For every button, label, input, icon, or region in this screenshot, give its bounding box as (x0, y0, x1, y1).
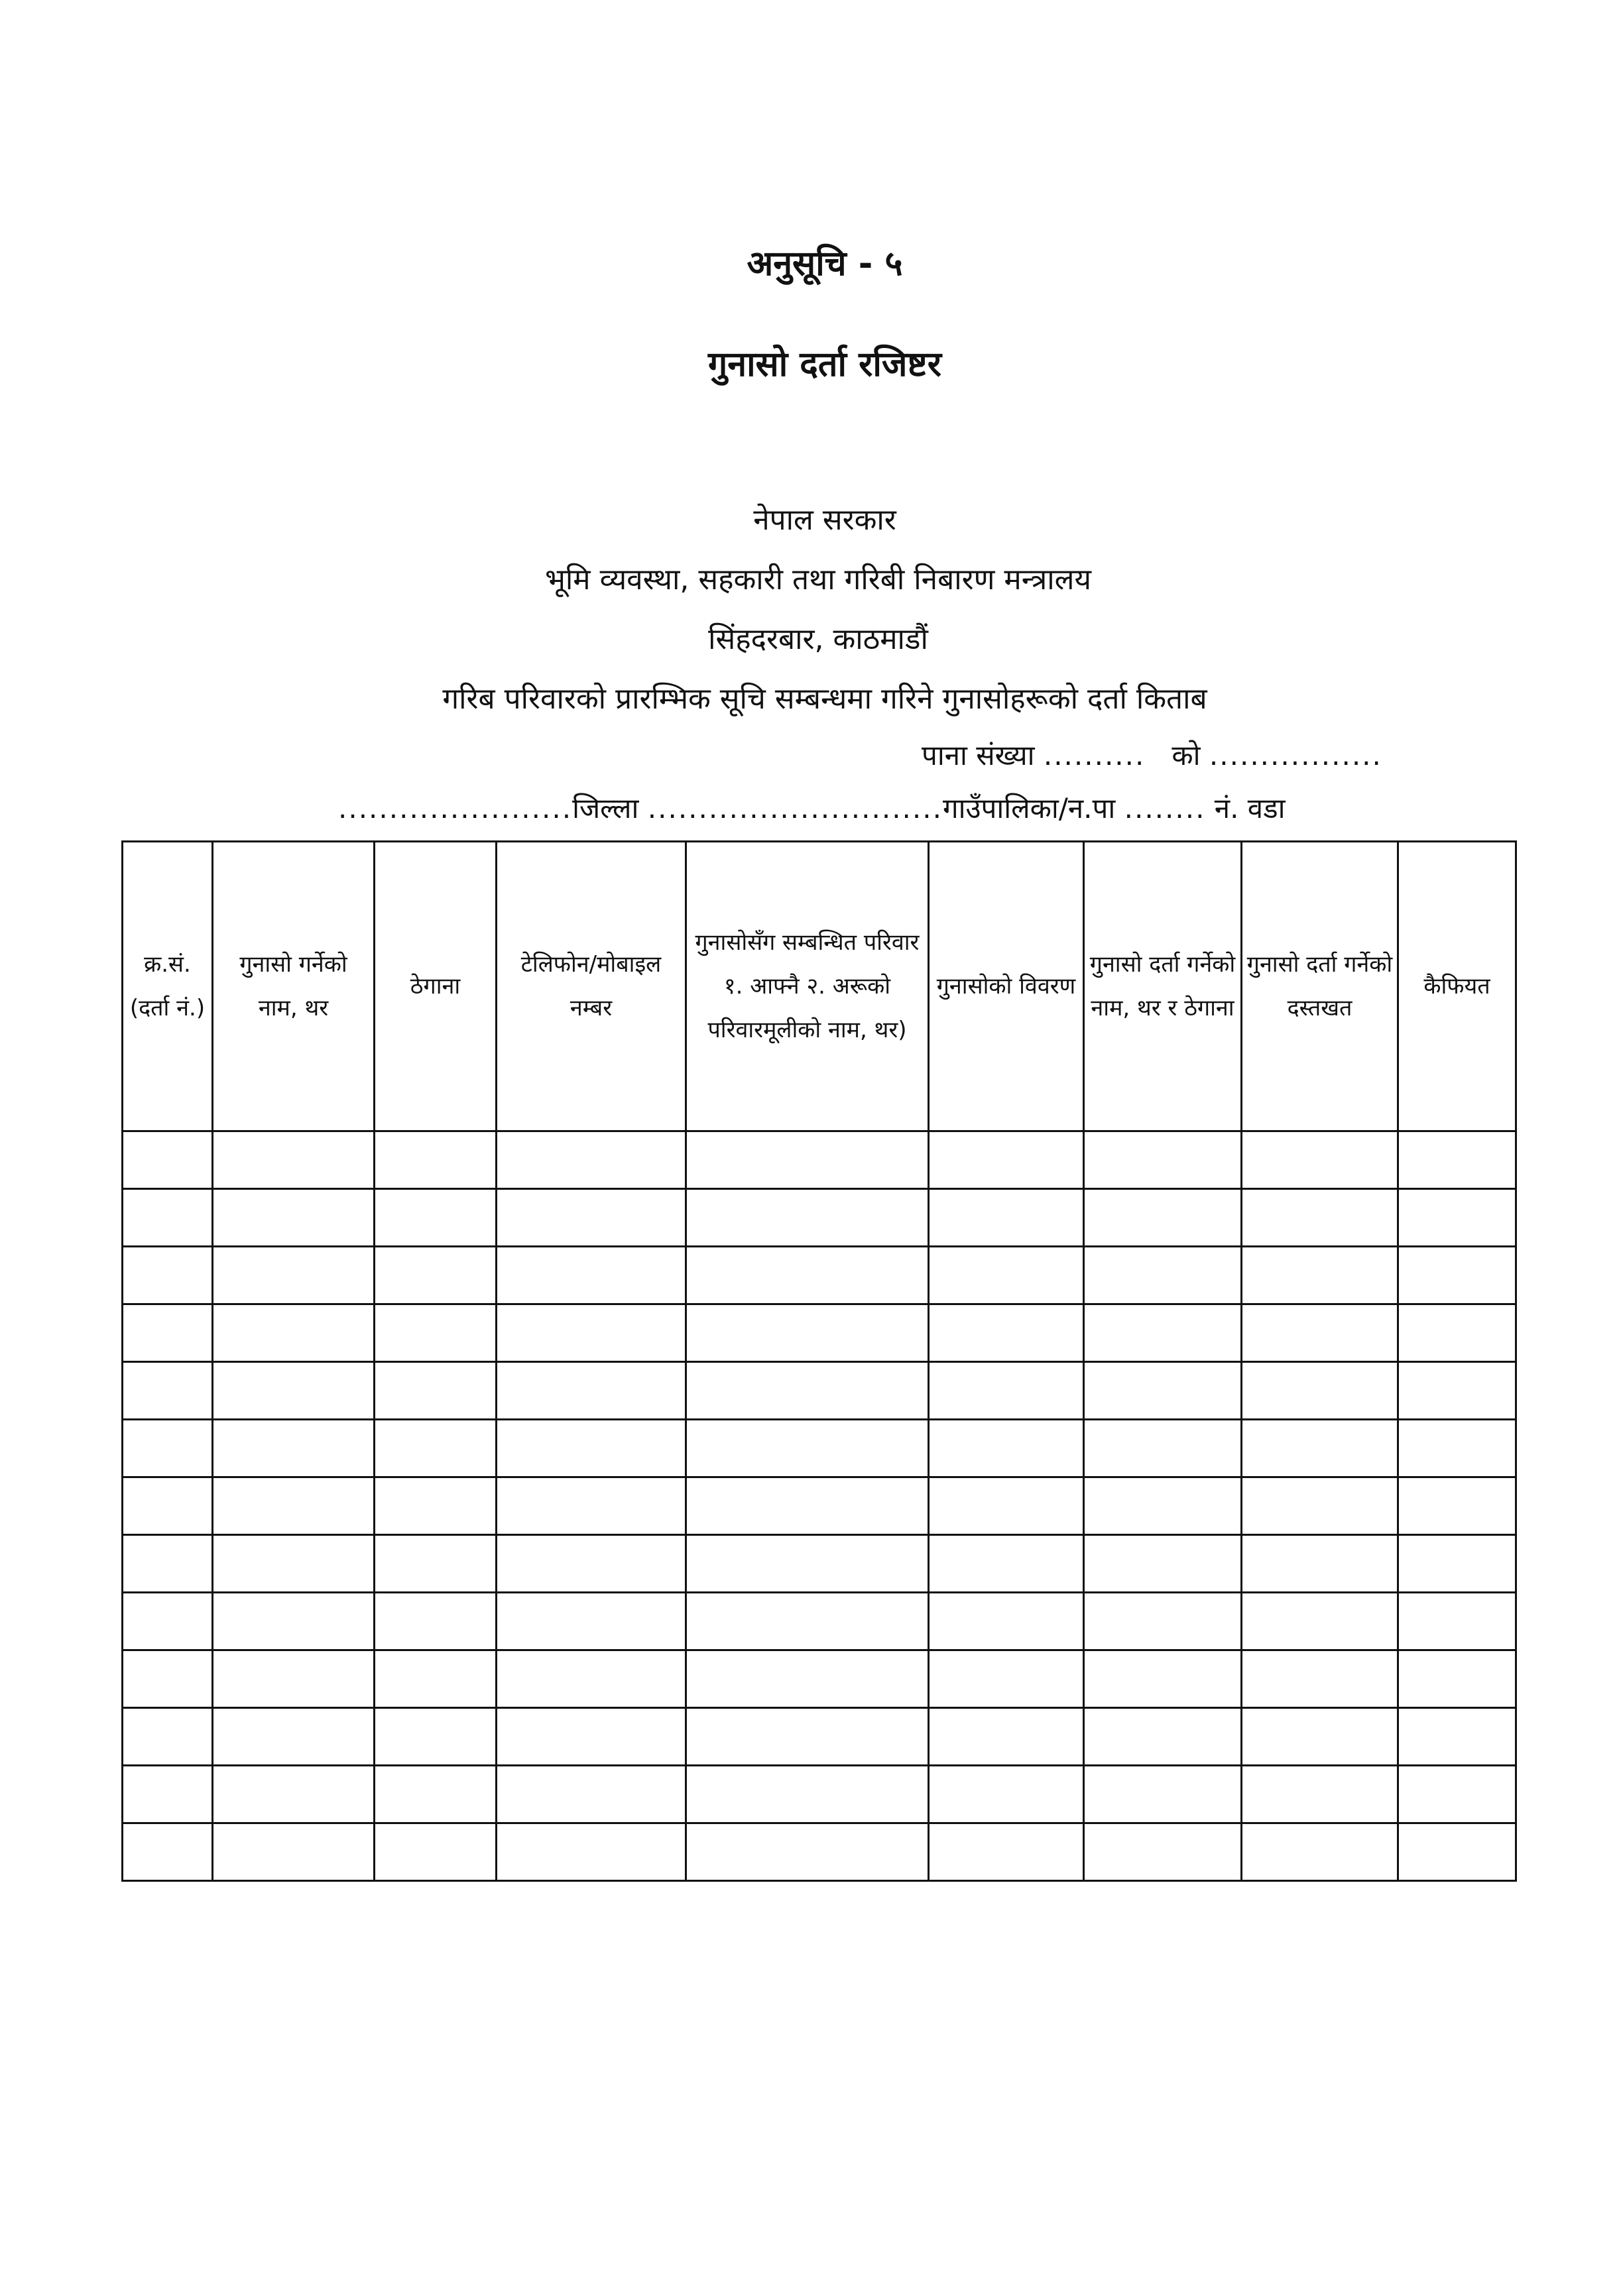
table-cell[interactable] (1242, 1823, 1398, 1881)
table-cell[interactable] (375, 1247, 497, 1304)
table-row (123, 1823, 1516, 1881)
table-cell[interactable] (686, 1766, 929, 1823)
column-header-registrar-name (1084, 842, 1242, 1131)
header-label: गुनासो दर्ता गर्नेको नाम, थर र ठेगाना (1089, 951, 1236, 1021)
table-cell[interactable] (686, 1535, 929, 1593)
table-cell[interactable] (1084, 1650, 1242, 1708)
table-cell[interactable] (1398, 1362, 1516, 1420)
page-number-blank: .......... (1043, 739, 1146, 772)
table-cell[interactable] (375, 1823, 497, 1881)
table-cell[interactable] (1084, 1477, 1242, 1535)
table-cell[interactable] (213, 1304, 375, 1362)
column-header-remarks (1398, 842, 1516, 1131)
table-cell[interactable] (123, 1477, 213, 1535)
table-cell[interactable] (1242, 1420, 1398, 1477)
complaint-register-table (121, 840, 1517, 1882)
table-cell[interactable] (1084, 1362, 1242, 1420)
header-label: क्र.सं. (दर्ता नं.) (129, 951, 206, 1021)
municipality-blank: ............................. (647, 792, 943, 825)
table-cell[interactable] (213, 1708, 375, 1766)
table-cell[interactable] (497, 1420, 686, 1477)
column-header-complaint-details (929, 842, 1084, 1131)
table-cell[interactable] (375, 1189, 497, 1247)
table-row (123, 1593, 1516, 1650)
table-cell[interactable] (1398, 1304, 1516, 1362)
page-number-label: पाना संख्या (922, 739, 1035, 772)
table-cell[interactable] (1084, 1247, 1242, 1304)
table-cell[interactable] (1084, 1766, 1242, 1823)
district-blank: ....................... (338, 792, 573, 825)
table-cell[interactable] (123, 1362, 213, 1420)
table-cell[interactable] (929, 1650, 1084, 1708)
table-cell[interactable] (1398, 1477, 1516, 1535)
schedule-heading: अनुसूचि - ५ (747, 244, 903, 284)
table-cell[interactable] (929, 1420, 1084, 1477)
table-cell[interactable] (1242, 1708, 1398, 1766)
table-cell[interactable] (686, 1593, 929, 1650)
table-cell[interactable] (497, 1247, 686, 1304)
table-cell[interactable] (497, 1708, 686, 1766)
table-cell[interactable] (929, 1823, 1084, 1881)
table-cell[interactable] (213, 1477, 375, 1535)
ward-blank: ........ (1124, 792, 1206, 825)
table-cell[interactable] (1398, 1131, 1516, 1189)
table-row (123, 1420, 1516, 1477)
table-cell[interactable] (375, 1650, 497, 1708)
table-cell[interactable] (123, 1131, 213, 1189)
table-cell[interactable] (497, 1477, 686, 1535)
table-cell[interactable] (929, 1247, 1084, 1304)
table-cell[interactable] (123, 1420, 213, 1477)
table-cell[interactable] (497, 1362, 686, 1420)
table-cell[interactable] (213, 1823, 375, 1881)
table-cell[interactable] (375, 1766, 497, 1823)
column-header-registrar-signature (1242, 842, 1398, 1131)
table-cell[interactable] (1398, 1650, 1516, 1708)
table-cell[interactable] (497, 1304, 686, 1362)
table-cell[interactable] (375, 1477, 497, 1535)
table-cell[interactable] (1242, 1535, 1398, 1593)
table-cell[interactable] (1084, 1535, 1242, 1593)
table-cell[interactable] (1398, 1593, 1516, 1650)
table-cell[interactable] (1242, 1247, 1398, 1304)
column-header-phone (497, 842, 686, 1131)
table-cell[interactable] (213, 1650, 375, 1708)
table-cell[interactable] (929, 1766, 1084, 1823)
table-cell[interactable] (1242, 1304, 1398, 1362)
table-cell[interactable] (213, 1247, 375, 1304)
table-cell[interactable] (213, 1766, 375, 1823)
table-cell[interactable] (1084, 1304, 1242, 1362)
ward-label: नं. वडा (1214, 792, 1286, 825)
table-cell[interactable] (1084, 1708, 1242, 1766)
table-cell[interactable] (1242, 1593, 1398, 1650)
column-header-address (375, 842, 497, 1131)
table-cell[interactable] (929, 1708, 1084, 1766)
table-cell[interactable] (686, 1131, 929, 1189)
header-label: गुनासो दर्ता गर्नेको दस्तखत (1246, 951, 1393, 1021)
table-cell[interactable] (686, 1247, 929, 1304)
table-row (123, 1477, 1516, 1535)
table-cell[interactable] (1398, 1823, 1516, 1881)
location-line (338, 789, 1286, 827)
table-cell[interactable] (497, 1823, 686, 1881)
table-cell[interactable] (686, 1420, 929, 1477)
table-header-row (123, 842, 1516, 1131)
register-title: गुनासो दर्ता रजिष्टर (707, 345, 942, 384)
table-cell[interactable] (375, 1362, 497, 1420)
office-address: सिंहदरबार, काठमाडौं (708, 622, 928, 656)
table-cell[interactable] (375, 1535, 497, 1593)
header-label: गुनासोको विवरण (936, 973, 1076, 1000)
table-cell[interactable] (123, 1189, 213, 1247)
table-row (123, 1189, 1516, 1247)
table-cell[interactable] (1242, 1477, 1398, 1535)
table-cell[interactable] (213, 1535, 375, 1593)
table-cell[interactable] (213, 1420, 375, 1477)
table-cell[interactable] (497, 1593, 686, 1650)
table-cell[interactable] (929, 1189, 1084, 1247)
header-label: ठेगाना (410, 973, 461, 1000)
municipality-label: गाउँपालिका/न.पा (942, 792, 1116, 825)
table-cell[interactable] (1242, 1189, 1398, 1247)
header-label: टेलिफोन/मोबाइल नम्बर (520, 951, 662, 1021)
table-cell[interactable] (1084, 1823, 1242, 1881)
table-cell[interactable] (1242, 1650, 1398, 1708)
table-cell[interactable] (1398, 1708, 1516, 1766)
table-cell[interactable] (929, 1535, 1084, 1593)
table-cell[interactable] (686, 1362, 929, 1420)
table-row (123, 1650, 1516, 1708)
table-cell[interactable] (686, 1823, 929, 1881)
table-cell[interactable] (1242, 1131, 1398, 1189)
table-cell[interactable] (213, 1189, 375, 1247)
table-cell[interactable] (375, 1420, 497, 1477)
table-row (123, 1766, 1516, 1823)
table-row (123, 1535, 1516, 1593)
table-cell[interactable] (686, 1304, 929, 1362)
table-cell[interactable] (123, 1766, 213, 1823)
table-cell[interactable] (1242, 1362, 1398, 1420)
table-cell[interactable] (1084, 1593, 1242, 1650)
header-label: गुनासो गर्नेको नाम, थर (239, 951, 347, 1021)
table-cell[interactable] (375, 1593, 497, 1650)
header-label: गुनासोसँग सम्बन्धित परिवार १. आफ्नै २. अरूको परिवारमूलीको नाम, थर) (695, 929, 920, 1043)
header-label: कैफियत (1423, 973, 1490, 1000)
table-cell[interactable] (497, 1650, 686, 1708)
table-cell[interactable] (123, 1304, 213, 1362)
table-cell[interactable] (686, 1708, 929, 1766)
table-cell[interactable] (213, 1131, 375, 1189)
table-cell[interactable] (497, 1189, 686, 1247)
table-cell[interactable] (213, 1362, 375, 1420)
table-row (123, 1708, 1516, 1766)
table-cell[interactable] (497, 1766, 686, 1823)
table-cell[interactable] (686, 1650, 929, 1708)
table-cell[interactable] (686, 1189, 929, 1247)
table-cell[interactable] (123, 1650, 213, 1708)
column-header-complainant-name (213, 842, 375, 1131)
table-cell[interactable] (929, 1593, 1084, 1650)
table-cell[interactable] (1398, 1535, 1516, 1593)
table-cell[interactable] (1398, 1766, 1516, 1823)
table-row (123, 1131, 1516, 1189)
table-cell[interactable] (1084, 1131, 1242, 1189)
table-cell[interactable] (123, 1823, 213, 1881)
table-row (123, 1304, 1516, 1362)
table-cell[interactable] (1242, 1766, 1398, 1823)
table-body (123, 1131, 1516, 1881)
column-header-serial (123, 842, 213, 1131)
table-cell[interactable] (1398, 1247, 1516, 1304)
register-description: गरिब परिवारको प्रारम्भिक सूचि सम्बन्धमा गरिने गुनासोहरूको दर्ता किताब (442, 682, 1207, 716)
table-cell[interactable] (1084, 1189, 1242, 1247)
page-number-line (922, 736, 1382, 774)
column-header-related-family (686, 842, 929, 1131)
table-cell[interactable] (497, 1131, 686, 1189)
table-cell[interactable] (929, 1131, 1084, 1189)
table-cell[interactable] (929, 1477, 1084, 1535)
table-cell[interactable] (375, 1304, 497, 1362)
table-cell[interactable] (213, 1593, 375, 1650)
table-cell[interactable] (123, 1247, 213, 1304)
table-cell[interactable] (1084, 1420, 1242, 1477)
district-label: जिल्ला (572, 792, 639, 825)
table-row (123, 1362, 1516, 1420)
page-of-label: को (1172, 739, 1201, 772)
table-cell[interactable] (497, 1535, 686, 1593)
table-cell[interactable] (929, 1304, 1084, 1362)
table-cell[interactable] (375, 1131, 497, 1189)
table-cell[interactable] (929, 1362, 1084, 1420)
table-cell[interactable] (686, 1477, 929, 1535)
government-name: नेपाल सरकार (753, 503, 896, 537)
table-cell[interactable] (1398, 1189, 1516, 1247)
page-total-blank: ................. (1209, 739, 1382, 772)
table-row (123, 1247, 1516, 1304)
table-cell[interactable] (123, 1708, 213, 1766)
table-cell[interactable] (1398, 1420, 1516, 1477)
table-cell[interactable] (123, 1535, 213, 1593)
ministry-name: भूमि व्यवस्था, सहकारी तथा गरिबी निबारण मन्त्रालय (544, 563, 1092, 597)
table-cell[interactable] (375, 1708, 497, 1766)
table-cell[interactable] (123, 1593, 213, 1650)
